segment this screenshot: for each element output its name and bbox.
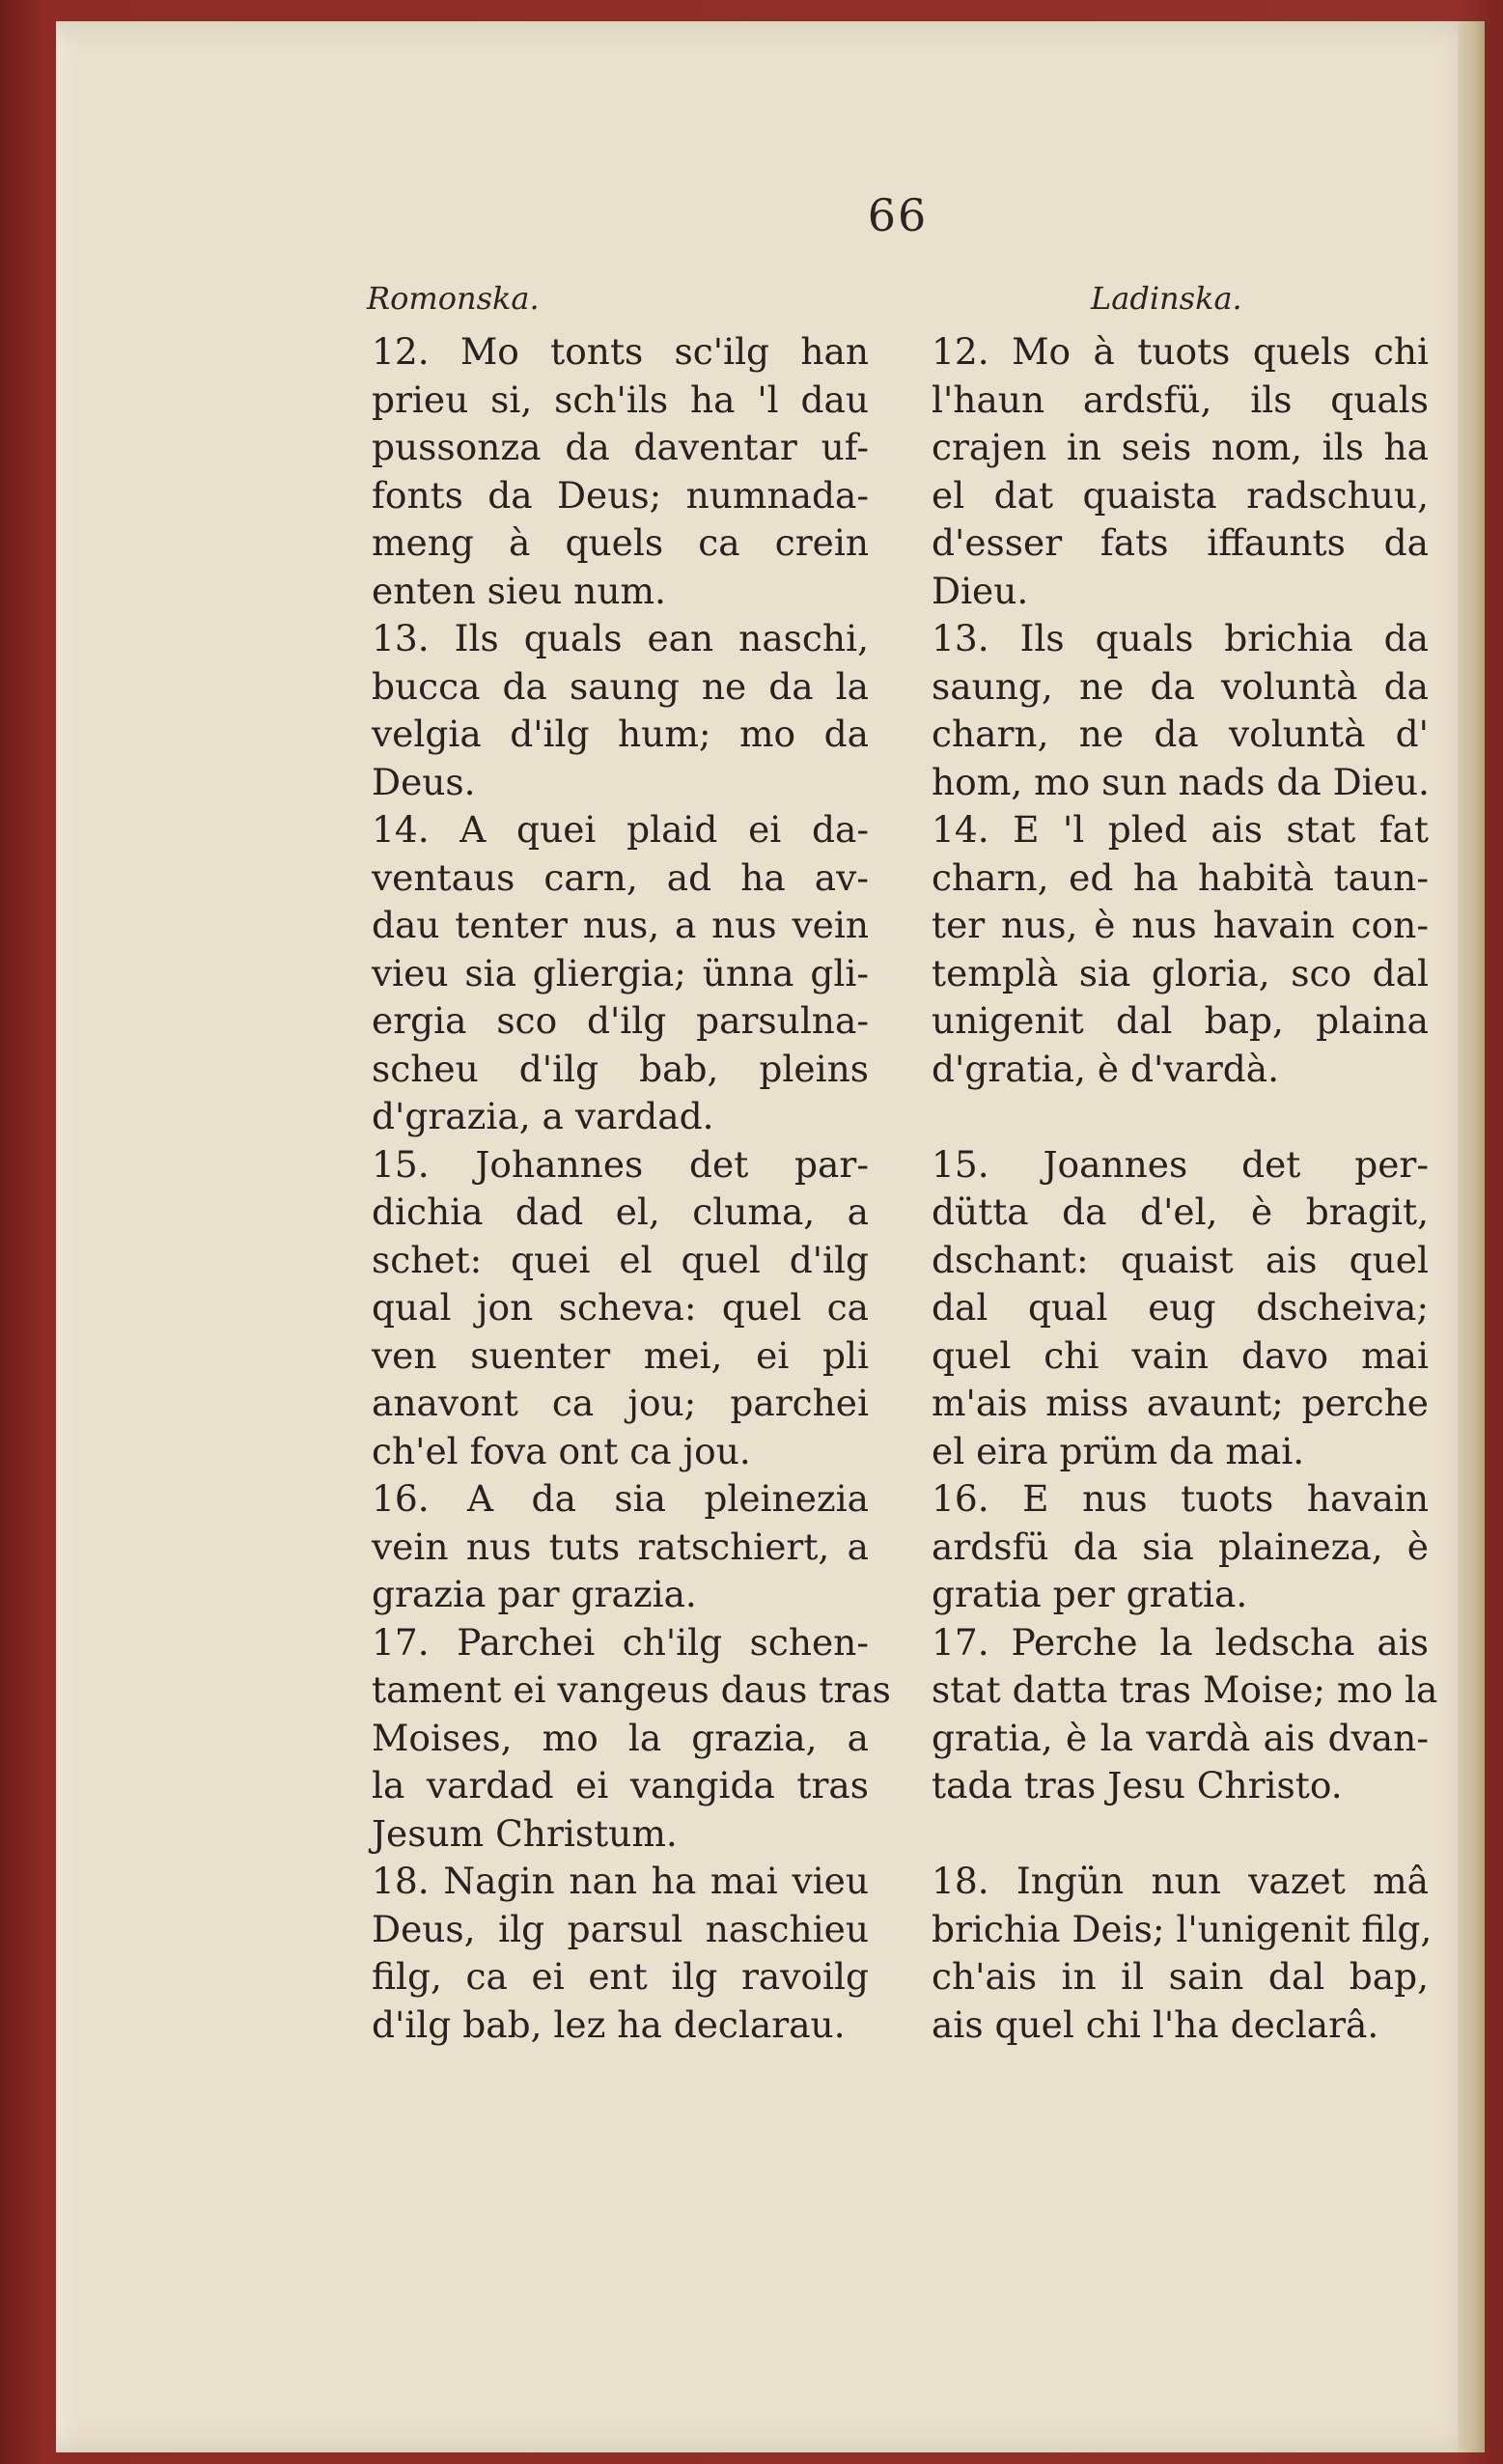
- verse-line: tada tras Jesu Christo.: [932, 1764, 1343, 1806]
- verse-line: fonts da Deus; numnada-: [372, 473, 869, 517]
- verse-line: 13. Ils quals ean naschi,: [372, 617, 869, 659]
- verse-line: 17. Perche la ledscha ais: [932, 1620, 1429, 1664]
- verse-line: tament ei vangeus daus tras: [372, 1668, 891, 1711]
- verse-line: dau tenter nus, a nus vein: [372, 904, 869, 946]
- verse-line: brichia Deis; l'unigenit filg,: [932, 1907, 1433, 1950]
- verse-line: ais quel chi l'ha declarâ.: [932, 2002, 1379, 2046]
- verse-line: filg, ca ei ent ilg ravoilg: [372, 1955, 869, 1998]
- verse-line: d'grazia, a vardad.: [372, 1095, 714, 1137]
- verse-line: charn, ne da voluntà d': [932, 713, 1429, 755]
- verse-line: velgia d'ilg hum; mo da: [372, 713, 869, 755]
- verse-line: gratia per gratia.: [932, 1573, 1248, 1615]
- verse-line: el eira prüm da mai.: [932, 1429, 1305, 1472]
- verse-line: Deus.: [372, 760, 476, 803]
- verse-line: templà sia gloria, sco dal: [932, 951, 1429, 994]
- verse-line: d'esser fats iffaunts da: [932, 521, 1429, 564]
- page-number: 66: [867, 189, 929, 241]
- verse-line: vieu sia gliergia; ünna gli-: [372, 951, 869, 994]
- column-title-ladinska: Ladinska.: [1091, 280, 1242, 317]
- verse-line: grazia par grazia.: [372, 1573, 697, 1615]
- verse-line: 15. Johannes det par-: [372, 1142, 869, 1186]
- verse-line: charn, ed ha habità taun-: [932, 855, 1429, 899]
- verse-line: qual jon scheva: quel ca: [372, 1286, 869, 1329]
- verse-line: m'ais miss avaunt; perche: [932, 1382, 1429, 1424]
- verse-line: ven suenter mei, ei pli: [372, 1333, 869, 1377]
- verse-line: unigenit dal bap, plaina: [932, 999, 1429, 1042]
- verse-line: prieu si, sch'ils ha 'l dau: [372, 378, 869, 421]
- verse-line: d'ilg bab, lez ha declarau.: [372, 2002, 846, 2046]
- verse-line: d'gratia, è d'vardà.: [932, 1047, 1280, 1090]
- verse-line: la vardad ei vangida tras: [372, 1764, 869, 1806]
- paragraph-gap: [932, 1810, 1429, 1859]
- verse-line: el dat quaista radschuu,: [932, 473, 1429, 517]
- verse-line: enten sieu num.: [372, 569, 666, 612]
- column-title-romonska: Romonska.: [367, 280, 540, 317]
- verse-line: vein nus tuts ratschiert, a: [372, 1525, 869, 1568]
- verse-line: quel chi vain davo mai: [932, 1333, 1429, 1377]
- verse-line: ter nus, è nus havain con-: [932, 904, 1429, 946]
- paragraph-gap: [932, 1093, 1429, 1141]
- verse-line: saung, ne da voluntà da: [932, 664, 1429, 708]
- verse-line: 17. Parchei ch'ilg schen-: [372, 1620, 869, 1664]
- verse-line: Deus, ilg parsul naschieu: [372, 1907, 869, 1950]
- verse-line: 13. Ils quals brichia da: [932, 617, 1429, 659]
- verse-line: hom, mo sun nads da Dieu.: [932, 760, 1430, 803]
- verse-line: ergia sco d'ilg parsulna-: [372, 999, 869, 1042]
- verse-line: 14. A quei plaid ei da-: [372, 808, 869, 851]
- verse-line: Dieu.: [932, 569, 1029, 612]
- verse-line: l'haun ardsfü, ils quals: [932, 378, 1429, 421]
- verse-line: meng à quels ca crein: [372, 521, 869, 564]
- column-romonska: [372, 328, 891, 2049]
- verse-line: dütta da d'el, è bragit,: [932, 1190, 1429, 1233]
- verse-line: ardsfü da sia plaineza, è: [932, 1525, 1429, 1568]
- verse-line: dichia dad el, cluma, a: [372, 1190, 869, 1233]
- verse-line: 16. E nus tuots havain: [932, 1477, 1429, 1520]
- verse-line: ventaus carn, ad ha av-: [372, 855, 869, 899]
- verse-line: dschant: quaist ais quel: [932, 1238, 1429, 1281]
- verse-line: Moises, mo la grazia, a: [372, 1716, 869, 1759]
- verse-line: pussonza da daventar uf-: [372, 426, 869, 468]
- verse-line: Jesum Christum.: [372, 1811, 678, 1855]
- verse-line: crajen in seis nom, ils ha: [932, 426, 1429, 468]
- verse-line: stat datta tras Moise; mo la: [932, 1668, 1438, 1711]
- verse-line: 18. Ingün nun vazet mâ: [932, 1860, 1429, 1902]
- verse-line: gratia, è la vardà ais dvan-: [932, 1716, 1429, 1759]
- verse-line: 12. Mo tonts sc'ilg han: [372, 330, 869, 373]
- verse-line: 16. A da sia pleinezia: [372, 1477, 869, 1520]
- verse-line: 18. Nagin nan ha mai vieu: [372, 1860, 869, 1902]
- verse-line: ch'el fova ont ca jou.: [372, 1429, 751, 1472]
- verse-line: bucca da saung ne da la: [372, 664, 869, 708]
- verse-line: dal qual eug dscheiva;: [932, 1286, 1429, 1329]
- verse-line: anavont ca jou; parchei: [372, 1382, 869, 1424]
- verse-line: ch'ais in il sain dal bap,: [932, 1955, 1429, 1998]
- column-ladinska: [932, 328, 1438, 2049]
- verse-line: 15. Joannes det per-: [932, 1142, 1429, 1186]
- page-edge: [1458, 21, 1485, 2452]
- verse-line: schet: quei el quel d'ilg: [372, 1238, 869, 1281]
- verse-line: scheu d'ilg bab, pleins: [372, 1047, 869, 1090]
- verse-line: 14. E 'l pled ais stat fat: [932, 808, 1429, 851]
- verse-line: 12. Mo à tuots quels chi: [932, 330, 1429, 373]
